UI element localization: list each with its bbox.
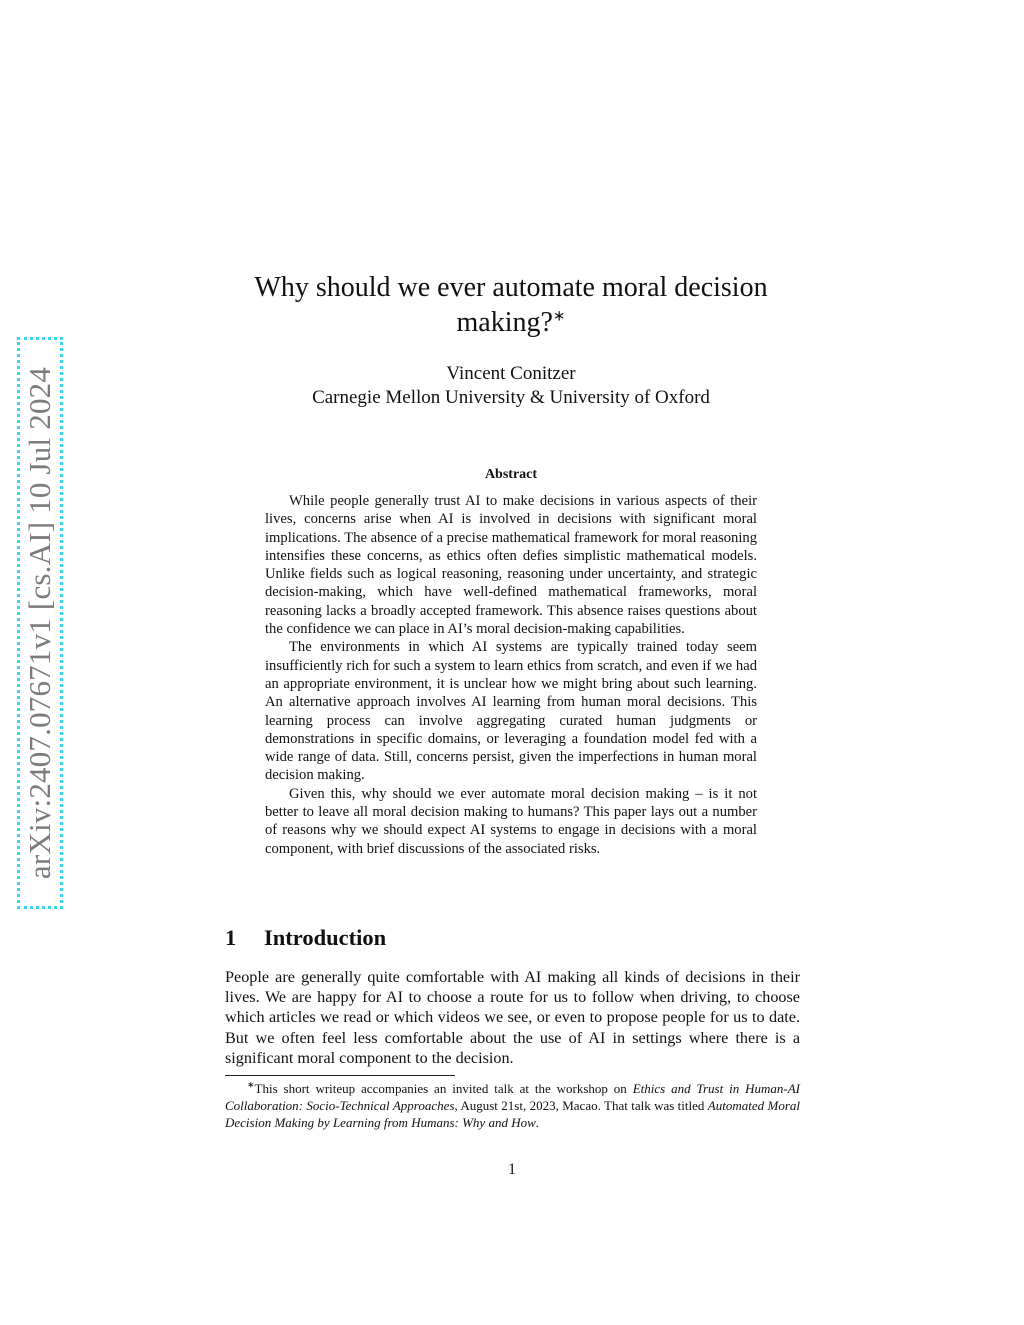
arxiv-identifier: arXiv:2407.07671v1 [cs.AI] 10 Jul 2024 bbox=[22, 366, 57, 880]
footnote bbox=[225, 1080, 800, 1131]
paper-title bbox=[220, 270, 802, 340]
title-footnote-mark: ∗ bbox=[552, 308, 566, 325]
footnote-text: This short writeup accompanies an invited talk at the workshop on bbox=[254, 1081, 633, 1096]
abstract-paragraph: The environments in which AI systems are typically trained today seem insufficiently rich for such a system to learn ethics from scratch, and even if we had an appropriate environment, it is unclear how we might bring about such learning. An alternative approach involves AI learning from human moral decisions. This learning process can involve aggregating curated human judgments or demonstrations in specific domains, or leveraging a foundation model fed with a wide range of data. Still, concerns persist, given the imperfections in human moral decision making. bbox=[265, 639, 757, 784]
author-name: Vincent Conitzer bbox=[446, 363, 576, 384]
footnote-text: . bbox=[535, 1115, 540, 1130]
author-block bbox=[220, 362, 802, 410]
intro-paragraph: People are generally quite comfortable with AI making all kinds of decisions in their lives. We are happy for AI to choose a route for us to follow when driving, to choose which articles we read or which videos we see, or even to propose people for us to date. But we often feel less comfortable about the use of AI in settings where there is a significant moral component to the decision. bbox=[225, 968, 800, 1067]
footnote-workshop-title: Ethics and Trust in Human-AI Collaboration: Socio-Technical Approaches bbox=[225, 1081, 800, 1113]
abstract-body bbox=[265, 492, 757, 858]
abstract-paragraph: Given this, why should we ever automate moral decision making – is it not better to leave all moral decision making to humans? This paper lays out a number of reasons why we should expect AI systems to engage in decisions with a moral component, with brief discussions of the associated risks. bbox=[265, 785, 757, 857]
footnote-rule bbox=[225, 1075, 455, 1076]
footnote-text: , August 21st, 2023, Macao. That talk was titled bbox=[454, 1098, 708, 1113]
author-affiliation: Carnegie Mellon University & University of Oxford bbox=[312, 387, 710, 408]
abstract-heading: Abstract bbox=[484, 467, 538, 482]
footnote-mark: ∗ bbox=[247, 1079, 255, 1090]
section-heading bbox=[225, 925, 386, 951]
section-number: 1 bbox=[225, 925, 237, 950]
abstract-paragraph: While people generally trust AI to make decisions in various aspects of their lives, concerns arise when AI is involved in decisions with significant moral implications. The absence of a precise mathematical framework for moral reasoning intensifies these concerns, as ethics often defies simplistic mathematical models. Unlike fields such as logical reasoning, reasoning under uncertainty, and strategic decision-making, which have well-defined mathematical frameworks, moral reasoning lacks a broadly accepted framework. This absence raises questions about the confidence we can place in AI’s moral decision-making capabilities. bbox=[265, 493, 757, 638]
section-title: Introduction bbox=[264, 925, 387, 950]
footnote-talk-title: Automated Moral Decision Making by Learning from Humans: Why and How bbox=[225, 1098, 800, 1130]
page-number: 1 bbox=[508, 1161, 516, 1178]
paper-title-text: Why should we ever automate moral decision making? bbox=[254, 272, 768, 338]
